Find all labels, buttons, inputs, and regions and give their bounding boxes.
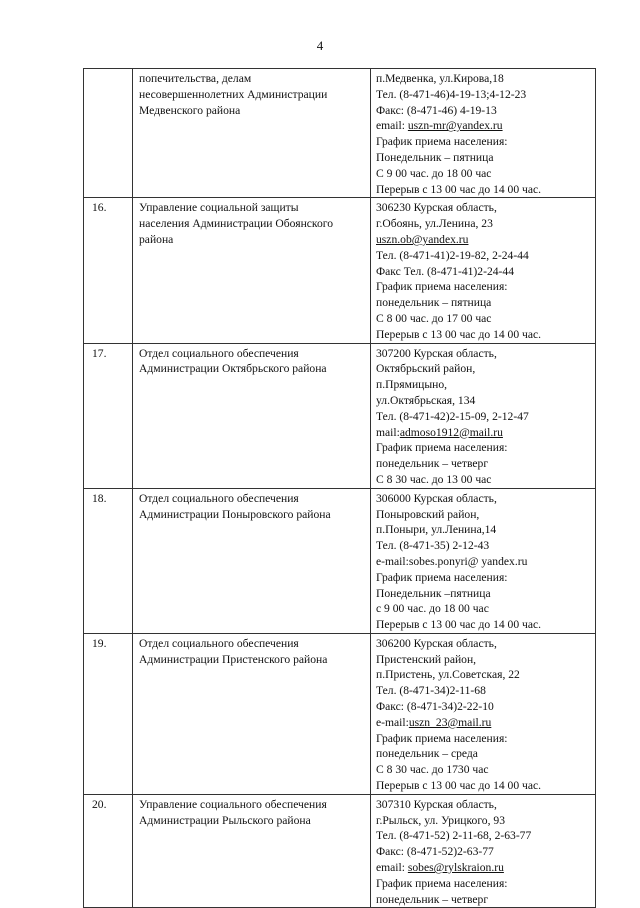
contact-text: 307310 Курская область, xyxy=(376,797,497,811)
table-row xyxy=(84,198,596,343)
organization-name-line: попечительства, делам xyxy=(139,72,252,85)
contacts-table xyxy=(83,68,596,908)
contact-line xyxy=(376,456,591,472)
contact-text: Перерыв с 13 00 час до 14 00 час. xyxy=(376,327,542,341)
contact-text: Факс: (8-471-52)2-63-77 xyxy=(376,845,494,859)
organization-name-cell xyxy=(133,633,371,794)
row-number: 20. xyxy=(84,794,133,908)
contact-text: Тел. (8-471-42)2-15-09, 2-12-47 xyxy=(376,409,529,423)
contact-text: График приема населения: xyxy=(376,731,508,745)
organization-name-line: Администрации Пристенского района xyxy=(139,652,328,666)
page-number: 4 xyxy=(316,38,324,53)
table-row xyxy=(84,633,596,794)
table-row xyxy=(84,794,596,908)
contact-text: Поныровский район, xyxy=(376,507,480,521)
organization-name-line: Отдел социального обеспечения xyxy=(139,636,299,650)
organization-name-cell xyxy=(133,198,371,343)
row-number xyxy=(84,69,133,198)
contact-line xyxy=(376,216,591,232)
contact-line xyxy=(376,507,591,523)
contact-line xyxy=(376,248,591,264)
contact-line xyxy=(376,892,591,908)
contact-line xyxy=(376,182,591,198)
contact-text: Перерыв с 13 00 час до 14 00 час. xyxy=(376,182,542,196)
contact-info-cell xyxy=(371,488,596,633)
organization-name-line: Управление социальной защиты xyxy=(139,201,299,215)
contact-line xyxy=(376,118,591,134)
organization-name-line: населения Администрации Обоянского xyxy=(139,217,334,231)
contact-text: С 9 00 час. до 18 00 час xyxy=(376,166,492,180)
organization-name-cell xyxy=(133,343,371,488)
contact-line xyxy=(376,311,591,327)
contact-text: Факс: (8-471-34)2-22-10 xyxy=(376,700,494,714)
organization-name-line: Администрации Октябрьского района xyxy=(139,362,327,376)
contact-text: Октябрьский район, xyxy=(376,362,476,376)
organization-name-line: Отдел социального обеспечения xyxy=(139,491,299,505)
contact-line xyxy=(376,699,591,715)
contact-line xyxy=(376,554,591,570)
contact-info-cell xyxy=(371,633,596,794)
contact-line xyxy=(376,327,591,343)
contact-line xyxy=(376,264,591,280)
organization-name-cell xyxy=(133,794,371,908)
contact-text: mail: xyxy=(376,425,400,439)
contact-text: С 8 30 час. до 13 00 час xyxy=(376,472,492,486)
contact-text: п.Прямицыно, xyxy=(376,378,448,392)
table-row xyxy=(84,343,596,488)
contact-text: Тел. (8-471-34)2-11-68 xyxy=(376,684,486,698)
contact-text: п.Пристень, ул.Советская, 22 xyxy=(376,668,520,682)
contact-line xyxy=(376,103,591,119)
contact-line xyxy=(376,876,591,892)
contact-line xyxy=(376,346,591,362)
contact-text: 306000 Курская область, xyxy=(376,491,497,505)
contact-line xyxy=(376,232,591,248)
contact-text: e-mail: xyxy=(376,715,409,729)
contact-text: Перерыв с 13 00 час до 14 00 час. xyxy=(376,779,542,793)
contact-line xyxy=(376,762,591,778)
contact-info-cell xyxy=(371,198,596,343)
contact-text: График приема населения: xyxy=(376,876,508,890)
contact-info-cell xyxy=(371,343,596,488)
contact-line xyxy=(376,71,591,87)
contact-line xyxy=(376,683,591,699)
organization-name-line: Управление социального обеспечения xyxy=(139,797,327,811)
email-link[interactable]: uszn-mr@yandex.ru xyxy=(407,119,503,133)
contact-text: График приема населения: xyxy=(376,570,508,584)
row-number: 19. xyxy=(84,633,133,794)
contact-text: Тел. (8-471-35) 2-12-43 xyxy=(376,539,490,553)
contact-line xyxy=(376,570,591,586)
contact-line xyxy=(376,166,591,182)
contact-line xyxy=(376,601,591,617)
organization-name-cell xyxy=(133,69,371,198)
contact-line xyxy=(376,828,591,844)
contact-text: Факс Тел. (8-471-41)2-24-44 xyxy=(376,264,514,278)
contact-text: Тел. (8-471-46)4-19-13;4-12-23 xyxy=(376,87,527,101)
organization-name-line: района xyxy=(139,232,174,246)
contact-text: Понедельник – пятница xyxy=(376,150,494,164)
contact-line xyxy=(376,860,591,876)
row-number: 17. xyxy=(84,343,133,488)
table-body xyxy=(84,69,596,908)
organization-name-cell xyxy=(133,488,371,633)
organization-name-line: Администрации Рыльского района xyxy=(139,813,311,827)
contact-text: понедельник – пятница xyxy=(376,296,492,310)
contact-line xyxy=(376,522,591,538)
contact-line xyxy=(376,731,591,747)
contact-line xyxy=(376,279,591,295)
contact-line xyxy=(376,491,591,507)
contact-line xyxy=(376,440,591,456)
contact-line xyxy=(376,425,591,441)
row-number: 16. xyxy=(84,198,133,343)
contact-text: понедельник – четверг xyxy=(376,457,489,471)
contact-text: п.Медвенка, ул.Кирова,18 xyxy=(376,72,504,85)
contact-text: Пристенский район, xyxy=(376,652,477,666)
contact-text: С 8 30 час. до 1730 час xyxy=(376,763,489,777)
contact-text: График приема населения: xyxy=(376,280,508,294)
contact-text: с 9 00 час. до 18 00 час xyxy=(376,602,489,616)
contact-text: г.Обоянь, ул.Ленина, 23 xyxy=(376,217,493,231)
contact-text: email: xyxy=(376,119,408,133)
contact-text: ул.Октябрьская, 134 xyxy=(376,393,476,407)
contact-line xyxy=(376,87,591,103)
contact-line xyxy=(376,667,591,683)
email-link[interactable]: admoso1912@mail.ru xyxy=(399,425,503,439)
contact-text: График приема населения: xyxy=(376,441,508,455)
contact-text: 307200 Курская область, xyxy=(376,346,497,360)
contact-line xyxy=(376,200,591,216)
contact-info-cell xyxy=(371,69,596,198)
contact-line xyxy=(376,652,591,668)
contact-text: п.Поныри, ул.Ленина,14 xyxy=(376,523,497,537)
contact-line xyxy=(376,715,591,731)
contact-line xyxy=(376,746,591,762)
contact-line xyxy=(376,393,591,409)
contact-text: понедельник – четверг xyxy=(376,892,489,906)
contact-text: Перерыв с 13 00 час до 14 00 час. xyxy=(376,618,542,632)
organization-name-line: Администрации Поныровского района xyxy=(139,507,331,521)
organization-name-line: несовершеннолетних Администрации xyxy=(139,87,328,101)
contact-text: Тел. (8-471-41)2-19-82, 2-24-44 xyxy=(376,248,529,262)
contact-line xyxy=(376,377,591,393)
contact-text: г.Рыльск, ул. Урицкого, 93 xyxy=(376,813,505,827)
organization-name-line: Медвенского района xyxy=(139,103,241,117)
contact-line xyxy=(376,844,591,860)
contact-line xyxy=(376,797,591,813)
contact-text: понедельник – среда xyxy=(376,747,478,761)
contact-info-cell xyxy=(371,794,596,908)
row-number: 18. xyxy=(84,488,133,633)
email-link[interactable]: uszn_23@mail.ru xyxy=(408,715,492,729)
contact-text: e-mail:sobes.ponyri@ yandex.ru xyxy=(376,554,528,568)
contact-line xyxy=(376,636,591,652)
contact-line xyxy=(376,361,591,377)
contact-text: 306230 Курская область, xyxy=(376,201,497,215)
email-link[interactable]: uszn.ob@yandex.ru xyxy=(376,232,469,246)
contact-text: email: xyxy=(376,861,408,875)
contact-line xyxy=(376,617,591,633)
contact-text: Понедельник –пятница xyxy=(376,586,491,600)
organization-name-line: Отдел социального обеспечения xyxy=(139,346,299,360)
contact-line xyxy=(376,813,591,829)
contact-line xyxy=(376,150,591,166)
contact-line xyxy=(376,409,591,425)
contact-text: Тел. (8-471-52) 2-11-68, 2-63-77 xyxy=(376,829,532,843)
contact-text: Факс: (8-471-46) 4-19-13 xyxy=(376,103,497,117)
contact-line xyxy=(376,538,591,554)
contact-line xyxy=(376,295,591,311)
contact-text: 306200 Курская область, xyxy=(376,636,497,650)
table-row xyxy=(84,488,596,633)
table-row xyxy=(84,69,596,198)
contact-text: График приема населения: xyxy=(376,135,508,149)
contact-line xyxy=(376,778,591,794)
contact-line xyxy=(376,586,591,602)
contact-line xyxy=(376,472,591,488)
contact-line xyxy=(376,134,591,150)
email-link[interactable]: sobes@rylskraion.ru xyxy=(407,861,504,875)
contact-text: С 8 00 час. до 17 00 час xyxy=(376,311,492,325)
